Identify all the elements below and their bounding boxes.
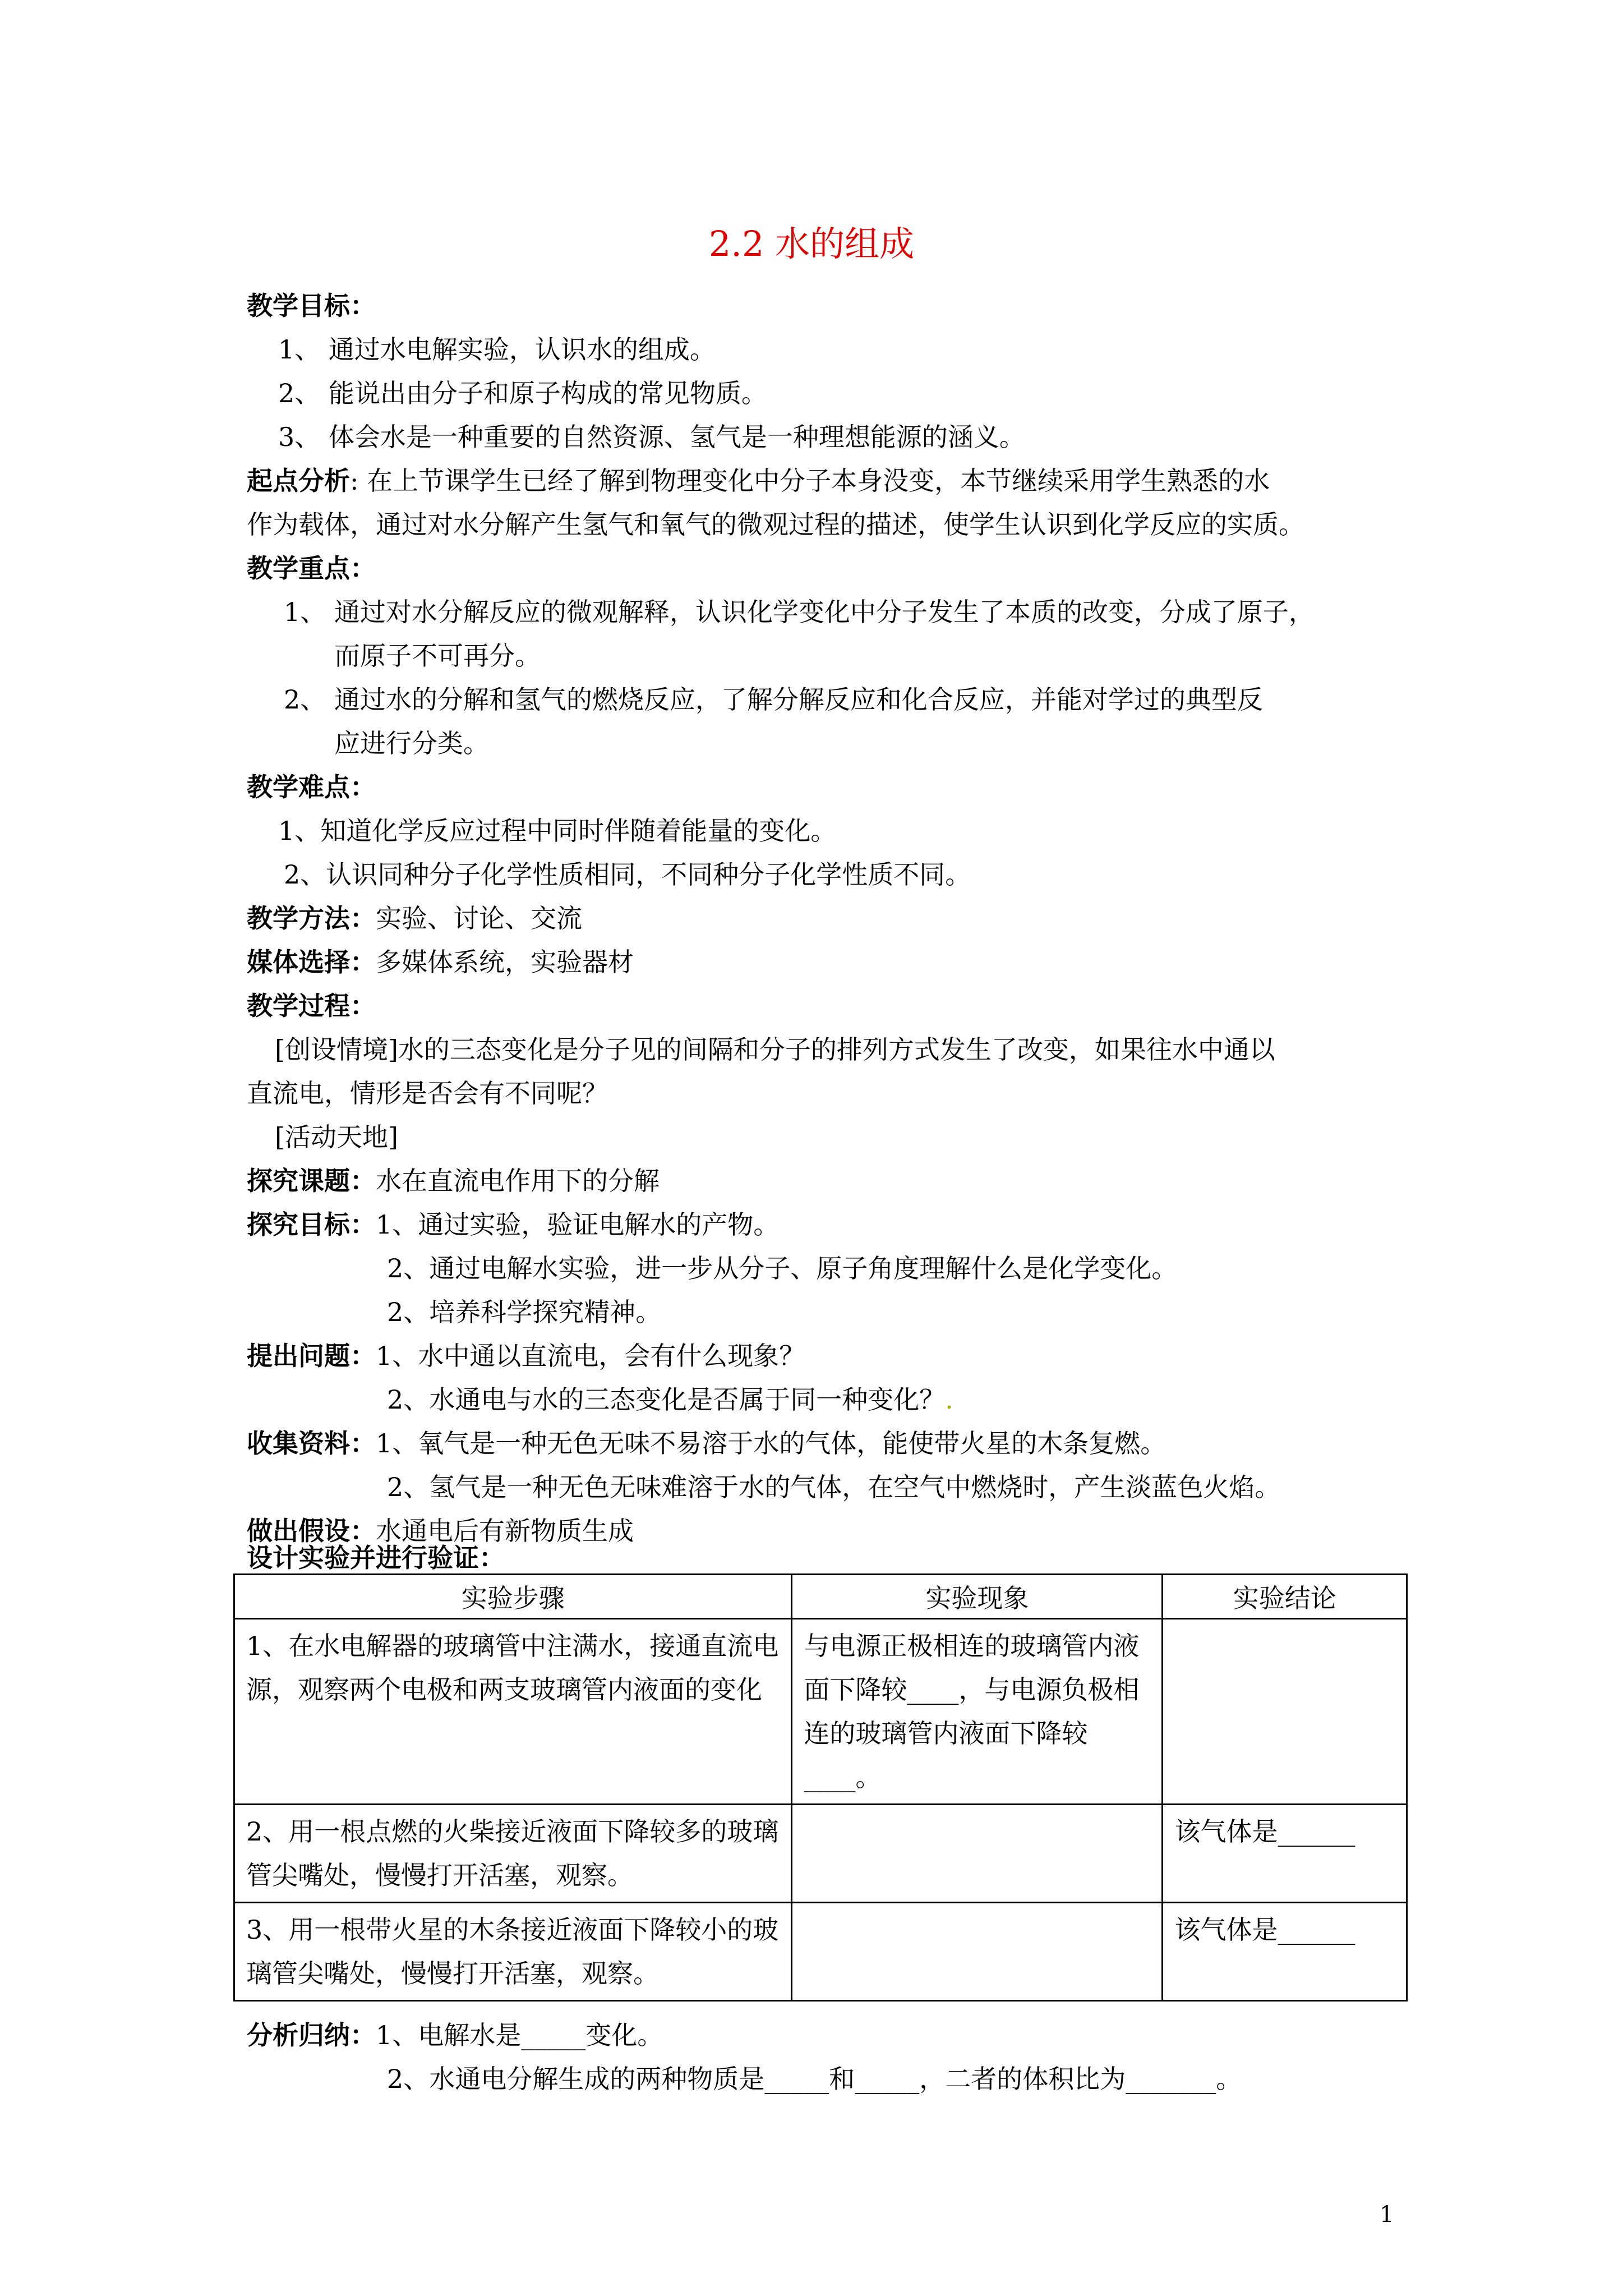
hypothesis-text: 水通电后有新物质生成 (376, 1516, 634, 1546)
conclusion-cell (1163, 1619, 1407, 1805)
hypothesis-heading: 做出假设： (247, 1516, 376, 1546)
table-header-conclusion: 实验结论 (1163, 1575, 1407, 1619)
phenomenon-cell (792, 1805, 1163, 1903)
objective-item: 1、 通过水电解实验，认识水的组成。 (278, 334, 716, 365)
design-heading: 设计实验并进行验证： (247, 1543, 505, 1573)
step-cell: 2、用一根点燃的火柴接近液面下降较多的玻璃管尖嘴处，慢慢打开活塞，观察。 (234, 1805, 792, 1903)
goals-line (247, 1208, 779, 1241)
page-title: 2.2 水的组成 (708, 223, 915, 264)
summary-heading: 分析归纳： (247, 2020, 376, 2050)
objectives-heading: 教学目标： (247, 291, 376, 321)
table-header-step: 实验步骤 (234, 1575, 792, 1619)
summary-line (247, 2018, 663, 2052)
phenomenon-cell (792, 1903, 1163, 2001)
activity-label: [活动天地] (275, 1122, 398, 1152)
key-point-item: 1、 通过对水分解反应的微观解释，认识化学变化中分子发生了本质的改变，分成了原子， (284, 597, 1315, 627)
table-header-phenomenon: 实验现象 (792, 1575, 1163, 1619)
methods-text: 实验、讨论、交流 (376, 903, 582, 933)
table-row (234, 1619, 1407, 1805)
conclusion-cell: 该气体是______ (1163, 1805, 1407, 1903)
topic-heading: 探究课题： (247, 1166, 376, 1196)
media-line (247, 945, 634, 979)
phenomenon-cell: 与电源正极相连的玻璃管内液面下降较____，与电源负极相连的玻璃管内液面下降较____。 (792, 1619, 1163, 1805)
starting-point-line (247, 464, 1270, 498)
conclusion-cell: 该气体是______ (1163, 1903, 1407, 2001)
questions-line (247, 1339, 805, 1373)
goal-item: 2、培养科学探究精神。 (387, 1297, 662, 1327)
info-item: 2、氢气是一种无色无味难溶于水的气体，在空气中燃烧时，产生淡蓝色火焰。 (387, 1472, 1281, 1502)
summary-item: 1、电解水是_____变化。 (376, 2020, 663, 2050)
key-point-item: 应进行分类。 (334, 728, 489, 758)
starting-point-heading: 起点分析 (247, 466, 350, 496)
starting-point-text: : 在上节课学生已经了解到物理变化中分子本身没变，本节继续采用学生熟悉的水 (350, 466, 1270, 496)
question-item: 2、水通电与水的三态变化是否属于同一种变化？ (387, 1384, 946, 1415)
objective-item: 3、 体会水是一种重要的自然资源、氢气是一种理想能源的涵义。 (278, 422, 1025, 452)
question-item: 1、水中通以直流电，会有什么现象？ (376, 1341, 805, 1371)
topic-text: 水在直流电作用下的分解 (376, 1166, 660, 1196)
objective-item: 2、 能说出由分子和原子构成的常见物质。 (278, 378, 767, 408)
info-heading: 收集资料： (247, 1428, 376, 1458)
info-line (247, 1427, 1166, 1460)
difficulty-item: 2、认识同种分子化学性质相同，不同种分子化学性质不同。 (284, 859, 971, 890)
process-heading: 教学过程： (247, 991, 376, 1021)
media-heading: 媒体选择： (247, 947, 376, 977)
step-cell: 3、用一根带火星的木条接近液面下降较小的玻璃管尖嘴处，慢慢打开活塞，观察。 (234, 1903, 792, 2001)
topic-line (247, 1164, 660, 1198)
methods-heading: 教学方法： (247, 903, 376, 933)
difficulties-heading: 教学难点： (247, 772, 376, 802)
starting-point-line: 作为载体，通过对水分解产生氢气和氧气的微观过程的描述，使学生认识到化学反应的实质。 (247, 509, 1304, 540)
info-item: 1、氧气是一种无色无味不易溶于水的气体，能使带火星的木条复燃。 (376, 1428, 1166, 1458)
experiment-table (233, 1573, 1408, 2001)
questions-line (387, 1383, 953, 1416)
methods-line (247, 901, 582, 935)
step-cell: 1、在水电解器的玻璃管中注满水，接通直流电源，观察两个电极和两支玻璃管内液面的变化 (234, 1619, 792, 1805)
key-points-heading: 教学重点： (247, 553, 376, 583)
table-row (234, 1805, 1407, 1903)
table-header-row (234, 1575, 1407, 1619)
media-text: 多媒体系统，实验器材 (376, 947, 634, 977)
scenario-line: [创设情境]水的三态变化是分子见的间隔和分子的排列方式发生了改变，如果往水中通以 (275, 1034, 1275, 1065)
scenario-line: 直流电，情形是否会有不同呢？ (247, 1078, 608, 1108)
goals-heading: 探究目标： (247, 1209, 376, 1240)
questions-heading: 提出问题： (247, 1341, 376, 1371)
goal-item: 2、通过电解水实验，进一步从分子、原子角度理解什么是化学变化。 (387, 1253, 1178, 1283)
key-point-item: 2、 通过水的分解和氢气的燃烧反应，了解分解反应和化合反应，并能对学过的典型反 (284, 684, 1263, 715)
page-number: 1 (1380, 2202, 1394, 2228)
summary-item: 2、水通电分解生成的两种物质是_____和_____，二者的体积比为_______。 (387, 2064, 1242, 2094)
stray-mark: . (945, 1384, 953, 1415)
key-point-item: 而原子不可再分。 (334, 641, 541, 671)
table-row (234, 1903, 1407, 2001)
goal-item: 1、通过实验，验证电解水的产物。 (376, 1209, 780, 1240)
difficulty-item: 1、知道化学反应过程中同时伴随着能量的变化。 (278, 816, 837, 846)
